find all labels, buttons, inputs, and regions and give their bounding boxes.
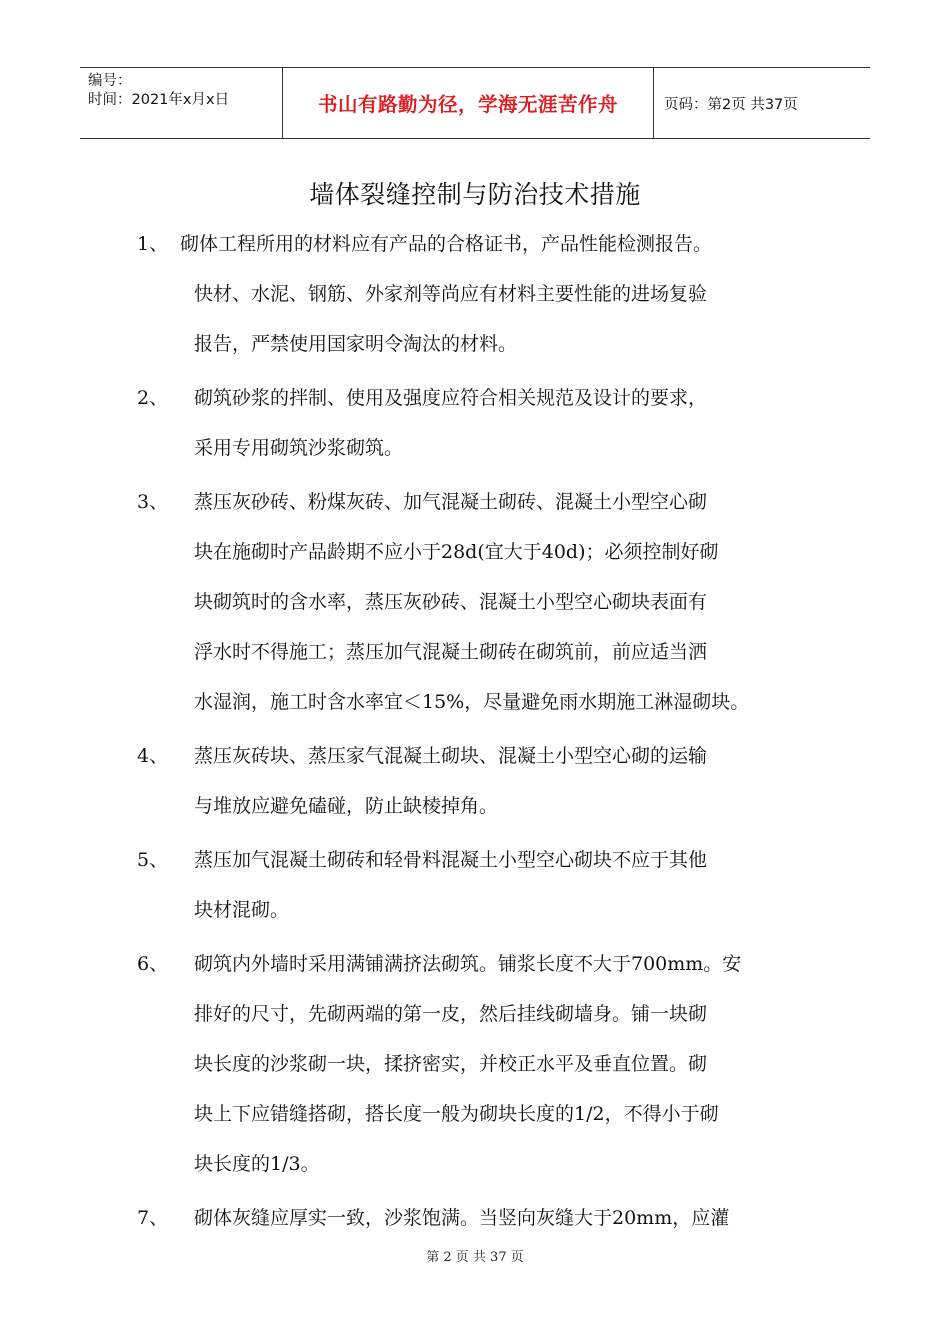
text-line: 砌筑砂浆的拌制、使用及强度应符合相关规范及设计的要求，	[194, 387, 708, 409]
document-body	[0, 219, 950, 1247]
text-line: 蒸压灰砂砖、粉煤灰砖、加气混凝土砌砖、混凝土小型空心砌	[194, 491, 708, 513]
text-line: 砌体工程所用的材料应有产品的合格证书，产品性能检测报告。	[180, 233, 713, 255]
item-number: 5、	[137, 849, 169, 871]
item-number: 2、	[137, 387, 169, 409]
text-line: 块材混砌。	[194, 899, 290, 921]
text-line: 快材、水泥、钢筋、外家剂等尚应有材料主要性能的进场复验	[194, 283, 708, 305]
header-motto: 书山有路勤为径，学海无涯苦作舟	[317, 93, 618, 116]
time-label: 时间：2021年x月x日	[88, 92, 230, 108]
text-line: 砌体灰缝应厚实一致，沙浆饱满。当竖向灰缝大于20mm，应灌	[194, 1207, 730, 1229]
list-item	[0, 731, 950, 831]
list-item	[0, 835, 950, 935]
item-number: 6、	[137, 953, 169, 975]
text-line: 块在施砌时产品龄期不应小于28d(宜大于40d)；必须控制好砌	[194, 541, 719, 563]
list-item	[0, 939, 950, 1189]
item-text	[194, 1193, 818, 1243]
text-line: 块上下应错缝搭砌，搭长度一般为砌块长度的1/2，不得小于砌	[194, 1103, 719, 1125]
item-number: 1、	[137, 233, 169, 255]
text-line: 蒸压加气混凝土砌砖和轻骨料混凝土小型空心砌块不应于其他	[194, 849, 708, 871]
page-footer: 第 2 页 共 37 页	[426, 1250, 524, 1265]
item-text	[180, 219, 804, 369]
item-text	[194, 731, 818, 831]
header-meta	[80, 68, 282, 138]
text-line: 水湿润，施工时含水率宜＜15%，尽量避免雨水期施工淋湿砌块。	[194, 691, 750, 713]
item-text	[194, 835, 818, 935]
item-text	[194, 939, 818, 1189]
item-text	[194, 373, 818, 473]
item-number: 3、	[137, 491, 169, 513]
text-line: 块长度的沙浆砌一块，揉挤密实，并校正水平及垂直位置。砌	[194, 1053, 708, 1075]
list-item	[0, 219, 950, 369]
text-line: 浮水时不得施工；蒸压加气混凝土砌砖在砌筑前，前应适当洒	[194, 641, 708, 663]
text-line: 排好的尺寸，先砌两端的第一皮，然后挂线砌墙身。铺一块砌	[194, 1003, 708, 1025]
item-text	[194, 477, 818, 727]
header-motto-cell	[282, 68, 654, 138]
header-page-info: 页码：第2页 共37页	[664, 96, 798, 113]
item-number: 4、	[137, 745, 169, 767]
text-line: 蒸压灰砖块、蒸压家气混凝土砌块、混凝土小型空心砌的运输	[194, 745, 708, 767]
text-line: 砌筑内外墙时采用满铺满挤法砌筑。铺浆长度不大于700mm。安	[194, 953, 742, 975]
document-title: 墙体裂缝控制与防治技术措施	[309, 180, 641, 209]
list-item	[0, 373, 950, 473]
list-item	[0, 477, 950, 727]
text-line: 块砌筑时的含水率，蒸压灰砂砖、混凝土小型空心砌块表面有	[194, 591, 708, 613]
text-line: 报告，严禁使用国家明令淘汰的材料。	[194, 333, 518, 355]
list-item	[0, 1193, 950, 1243]
item-number: 7、	[137, 1207, 169, 1229]
text-line: 采用专用砌筑沙浆砌筑。	[194, 437, 404, 459]
code-label: 编号：	[88, 73, 132, 89]
text-line: 与堆放应避免磕碰，防止缺棱掉角。	[194, 795, 499, 817]
text-line: 块长度的1/3。	[194, 1153, 320, 1175]
page-header	[80, 67, 870, 139]
